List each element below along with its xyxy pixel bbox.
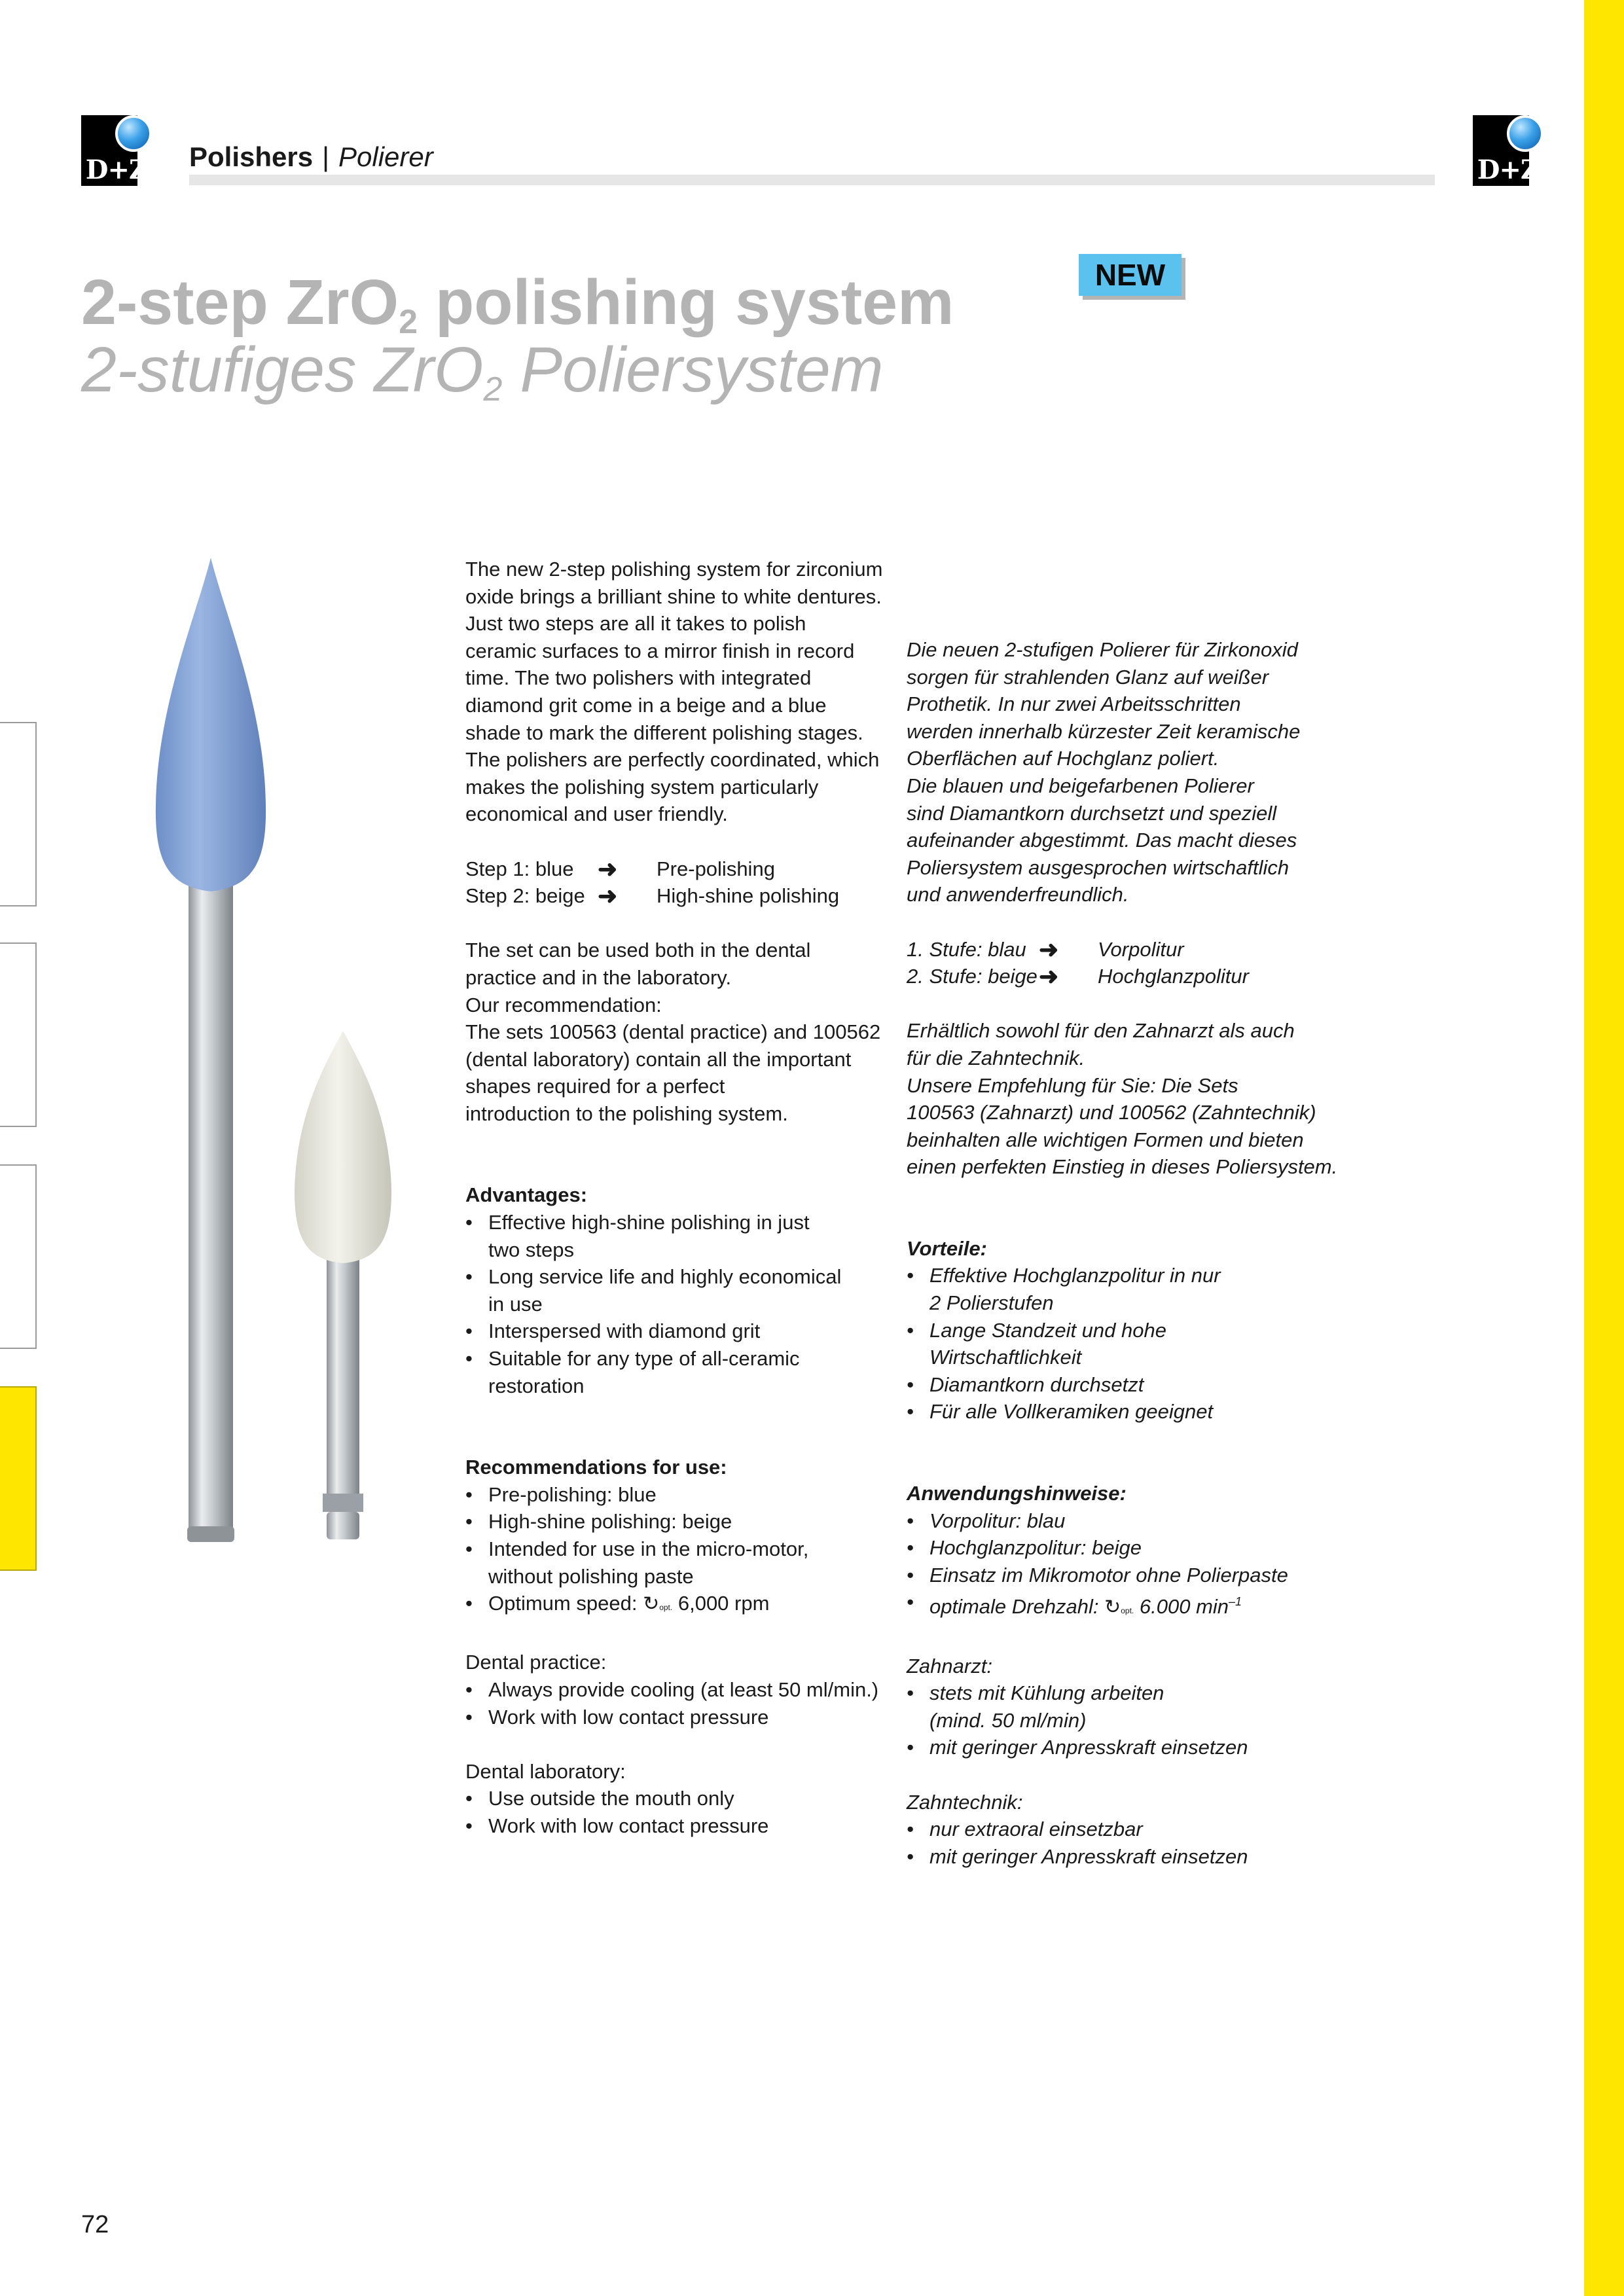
speed-label: Optimum speed: [488, 1592, 638, 1615]
lab-list [907, 1816, 1337, 1870]
intro-line: The new 2-step polishing system for zirconium [465, 558, 883, 581]
step-1 [465, 855, 882, 883]
speed-value: 6.000 min [1139, 1595, 1229, 1619]
speed-exponent: –1 [1229, 1595, 1242, 1609]
title-en-suffix: polishing system [418, 266, 954, 338]
step-label: Step 2: beige [465, 884, 585, 908]
intro-line: Prothetik. In nur zwei Arbeitsschritten [907, 692, 1241, 716]
list-item: • Effective high-shine polishing in just two steps [465, 1209, 882, 1263]
list-item: • stets mit Kühlung arbeiten (mind. 50 ml/min) [907, 1679, 1337, 1734]
yellow-side-band [1584, 0, 1624, 2296]
list-item [907, 1588, 1337, 1625]
beige-polisher-head [295, 1031, 391, 1263]
advantages-list [907, 1262, 1337, 1426]
set-info-line: 100563 (Zahnarzt) und 100562 (Zahntechnik) [907, 1101, 1316, 1124]
blue-polisher-shank-end [187, 1526, 234, 1542]
lab-list [465, 1785, 882, 1839]
list-item: • Diamantkorn durchsetzt [907, 1371, 1337, 1399]
speed-label: optimale Drehzahl: [929, 1595, 1099, 1619]
section-title-en: Polishers [189, 141, 314, 172]
rotation-icon: ↻ [1104, 1596, 1121, 1619]
arrow-right-icon: ➜ [1039, 935, 1059, 963]
arrow-right-icon: ➜ [598, 882, 618, 910]
set-info-line: beinhalten alle wichtigen Formen und bieten [907, 1128, 1304, 1151]
intro-line: ceramic surfaces to a mirror finish in record [465, 639, 855, 662]
intro-line: The polishers are perfectly coordinated, which [465, 748, 880, 772]
dz-logo-right [1473, 115, 1543, 186]
speed-sub: opt. [1121, 1606, 1134, 1616]
blue-polisher [156, 558, 266, 1542]
step-value: High-shine polishing [657, 884, 840, 908]
step-2 [907, 963, 1337, 990]
intro-line: sorgen für strahlenden Glanz auf weißer [907, 665, 1269, 689]
intro-line: sind Diamantkorn durchsetzt und speziell [907, 801, 1277, 825]
list-item: • Lange Standzeit und hohe Wirtschaftlichkeit [907, 1317, 1337, 1371]
set-info-line: Erhältlich sowohl für den Zahnarzt als auch [907, 1019, 1295, 1043]
logo-text: D+Z [85, 154, 148, 185]
intro-line: aufeinander abgestimmt. Das macht dieses [907, 829, 1297, 852]
list-item: • mit geringer Anpresskraft einsetzen [907, 1843, 1337, 1871]
list-item: • Interspersed with diamond grit [465, 1318, 882, 1345]
recommendations-heading: Recommendations for use: [465, 1456, 727, 1479]
step-2 [465, 882, 882, 910]
set-info-line: einen perfekten Einstieg in dieses Poliersystem. [907, 1155, 1338, 1179]
intro-line: Die neuen 2-stufigen Polierer für Zirkonoxid [907, 638, 1298, 661]
logo-text: D+Z [1477, 154, 1540, 185]
arrow-right-icon: ➜ [1039, 963, 1059, 990]
step-value: Pre-polishing [657, 857, 775, 880]
list-item: • Für alle Vollkeramiken geeignet [907, 1398, 1337, 1426]
intro-line: makes the polishing system particularly [465, 775, 819, 798]
intro-line: time. The two polishers with integrated [465, 666, 812, 690]
step-1 [907, 936, 1337, 963]
title-de-subscript: 2 [483, 370, 503, 408]
new-badge: NEW [1079, 254, 1182, 296]
set-info-line: Our recommendation: [465, 993, 662, 1016]
step-value: Hochglanzpolitur [1098, 965, 1249, 988]
header-separator: | [322, 141, 330, 172]
intro-line: economical and user friendly. [465, 802, 728, 826]
set-info-line: Unsere Empfehlung für Sie: Die Sets [907, 1073, 1238, 1097]
set-info-line: für die Zahntechnik. [907, 1046, 1085, 1069]
step-label: Step 1: blue [465, 857, 574, 880]
title-en-prefix: 2-step ZrO [81, 266, 399, 338]
title-de-suffix: Poliersystem [502, 334, 884, 405]
arrow-right-icon: ➜ [598, 855, 618, 882]
speed-sub: opt. [659, 1603, 673, 1613]
list-item: • Hochglanzpolitur: beige [907, 1534, 1337, 1562]
list-item [465, 1590, 882, 1622]
lab-heading: Dental laboratory: [465, 1759, 626, 1783]
beige-polisher-latch-end [327, 1512, 359, 1539]
beige-polisher [295, 1031, 391, 1539]
recommendations-list [465, 1481, 882, 1622]
list-item: • Long service life and highly economical in use [465, 1263, 882, 1318]
list-item: • nur extraoral einsetzbar [907, 1816, 1337, 1843]
logo-sphere-icon [1507, 115, 1543, 152]
list-item: • High-shine polishing: beige [465, 1508, 882, 1535]
intro-line: Just two steps are all it takes to polish [465, 612, 806, 636]
lab-heading: Zahntechnik: [907, 1790, 1023, 1814]
beige-polisher-latch [323, 1494, 363, 1512]
list-item: • Einsatz im Mikromotor ohne Polierpaste [907, 1562, 1337, 1589]
practice-list [907, 1679, 1337, 1761]
intro-line: diamond grit come in a beige and a blue [465, 693, 827, 717]
list-item: • Work with low contact pressure [465, 1704, 882, 1731]
list-item: • Effektive Hochglanzpolitur in nur 2 Polierstufen [907, 1262, 1337, 1316]
title-en-subscript: 2 [399, 303, 418, 341]
set-info-line: The sets 100563 (dental practice) and 100562 [465, 1020, 881, 1044]
set-info-line: practice and in the laboratory. [465, 965, 732, 989]
list-item: • Pre-polishing: blue [465, 1481, 882, 1509]
list-item: • Use outside the mouth only [465, 1785, 882, 1812]
intro-line: oxide brings a brilliant shine to white dentures. [465, 584, 882, 608]
intro-line: Oberflächen auf Hochglanz poliert. [907, 747, 1219, 770]
step-label: 2. Stufe: beige [907, 965, 1038, 988]
title-de-prefix: 2-stufiges ZrO [81, 334, 484, 405]
blue-polisher-head [156, 558, 266, 891]
set-info-line: The set can be used both in the dental [465, 939, 811, 962]
advantages-list [465, 1209, 882, 1399]
beige-polisher-shank [327, 1257, 359, 1500]
set-info-line: (dental laboratory) contain all the important [465, 1047, 852, 1071]
intro-line: Die blauen und beigefarbenen Polierer [907, 774, 1254, 797]
blue-polisher-shank [189, 877, 233, 1539]
column-german [907, 636, 1337, 1870]
list-item: • Vorpolitur: blau [907, 1507, 1337, 1535]
practice-heading: Zahnarzt: [907, 1654, 992, 1677]
step-value: Vorpolitur [1098, 937, 1184, 961]
set-info-line: shapes required for a perfect [465, 1075, 725, 1098]
recommendations-heading: Anwendungshinweise: [907, 1482, 1127, 1505]
practice-list [465, 1676, 882, 1731]
intro-line: Poliersystem ausgesprochen wirtschaftlich [907, 855, 1290, 879]
list-item: • Suitable for any type of all-ceramic restoration [465, 1345, 882, 1399]
intro-line: werden innerhalb kürzester Zeit keramische [907, 719, 1301, 743]
column-english [465, 556, 882, 1840]
advantages-heading: Advantages: [465, 1183, 588, 1207]
list-item: • Always provide cooling (at least 50 ml/min.) [465, 1676, 882, 1704]
list-item: • Work with low contact pressure [465, 1812, 882, 1840]
speed-value: 6,000 rpm [677, 1592, 770, 1615]
practice-heading: Dental practice: [465, 1651, 607, 1674]
intro-line: und anwenderfreundlich. [907, 883, 1129, 906]
set-info-line: introduction to the polishing system. [465, 1102, 788, 1125]
list-item: • Intended for use in the micro-motor, without polishing paste [465, 1535, 882, 1590]
step-label: 1. Stufe: blau [907, 937, 1026, 961]
list-item: • mit geringer Anpresskraft einsetzen [907, 1734, 1337, 1761]
intro-line: shade to mark the different polishing stages. [465, 721, 863, 744]
product-illustration [0, 0, 406, 1571]
page-number: 72 [81, 2211, 109, 2238]
rotation-icon: ↻ [643, 1593, 660, 1615]
section-title-de: Polierer [338, 141, 433, 172]
recommendations-list [907, 1507, 1337, 1625]
advantages-heading: Vorteile: [907, 1236, 987, 1260]
